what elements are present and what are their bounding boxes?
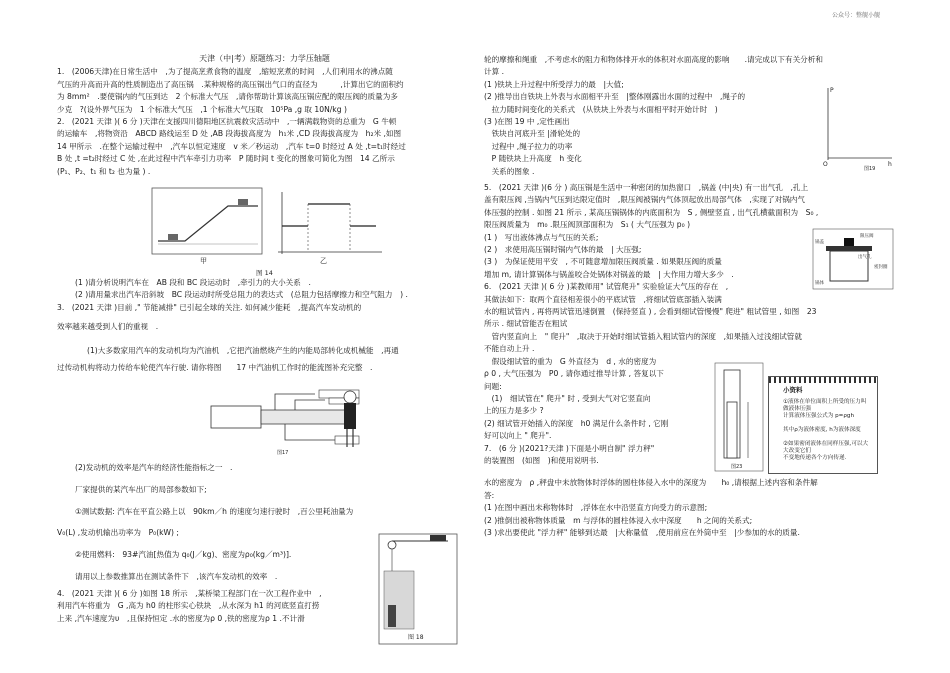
- text-line: 过程中 ,绳子拉力的功率: [484, 141, 573, 151]
- text-line: 其做法如下：取两个直径相差很小的平底试管 ,将细试管底部插入装满: [484, 294, 722, 304]
- text-line: 水的粗试管内 , 再将两试管迅速倒置 (保持竖直 ) , 会看到细试管慢慢" 爬进" 粗试管里 , 如图 23: [484, 307, 817, 317]
- text-line: 体压强的控制 . 如图 21 所示 , 某高压锅锅体的内底面积为 S , 侧壁竖直 , 出气孔横截面积为 S₀ ,: [484, 207, 819, 217]
- text-line: 利用汽车将重为 G ,高为 h0 的柱形实心铁块 ,从水深为 h1 的河底竖直打捞: [57, 601, 320, 611]
- text-line: (2)发动机的效率是汽车的经济性能指标之一 .: [75, 463, 233, 472]
- text-line: 不能自动上升 .: [484, 344, 535, 354]
- left-column-q3: [57, 342, 472, 376]
- note-title: 小资料: [783, 386, 803, 394]
- text-line: 厂家提供的某汽车出厂的局部参数如下;: [75, 484, 207, 494]
- text-line: 2. (2021 天津 )( 6 分 )天津在支援四川德阳地区抗震救灾活动中 ,一辆满载物资的总重为 G 牛顿: [57, 117, 397, 127]
- text-line: 上的压力是多少 ?: [484, 406, 544, 416]
- text-line: (2 )推倒出被称物体质量 m 与浮体的圆柱体浸入水中深度 h 之间的关系式;: [484, 515, 753, 525]
- text-line: 6. (2021 天津 )( 6 分 )某教师用" 试管爬升" 实验验证大气压的存在 ,: [484, 282, 729, 292]
- text-line: V₀(L) ,发动机输出功率为 P₀(kW) ;: [57, 528, 179, 538]
- spiral-binding: [769, 377, 877, 383]
- svg-text:O: O: [823, 161, 828, 168]
- loss-branch-3: [285, 424, 335, 440]
- figure-17-caption: 图17: [277, 450, 289, 456]
- text-line: 少克 ?(设外界气压为 1 个标准大气压 ,1 个标准大气压取 10⁵Pa ,g 取 10N/kg ): [57, 104, 347, 114]
- svg-text:锅盖: 锅盖: [815, 240, 824, 245]
- svg-text:P: P: [830, 87, 834, 94]
- svg-text:密封圈: 密封圈: [874, 265, 888, 270]
- note-line: 不变地传递各个方向传递.: [783, 455, 847, 461]
- text-line: (2 )请用量求出汽车沿斜坡 BC 段运动时所受总阻力的表达式 (总阻力包括摩擦力和空气阻力 ) .: [75, 290, 408, 300]
- note-line: 计算液体压强公式为 p=ρgh: [783, 413, 855, 419]
- text-line: 所示 . 细试管能否在粗试: [484, 319, 568, 329]
- text-line: B 处 ,t =t₂时经过 C 处 ,在此过程中汽车牵引力功率 P 随时间 t 变化的图象可简化为图 14 乙所示: [57, 154, 395, 164]
- text-line: 关系的图象 .: [484, 166, 535, 176]
- text-line: (3 ) 为保证使用平安 , 不可随意增加限压阀质量 . 如果限压阀的质量: [484, 257, 722, 267]
- text-line: ρ 0 , 大气压强为 P0 , 请你通过推导计算 , 答复以下: [484, 369, 664, 379]
- iron-block: [388, 605, 396, 627]
- text-line: 限压阀质量为 m₀ .限压阀顶部面积为 S₁ ( 大气压强为 p₀ ): [484, 220, 691, 230]
- figure-18-caption: 图 18: [408, 634, 424, 641]
- text-line: 拉力随时间变化的关系式 (从铁块上外表与水面相平时开始计时 ): [484, 104, 718, 114]
- svg-text:限压阀: 限压阀: [860, 234, 874, 239]
- figure-21: [812, 228, 894, 290]
- figure-14-caption: 图 14: [256, 269, 273, 277]
- text-line: (2) 细试管开始插入的深度 h0 满足什么条件时 , 它刚: [484, 418, 669, 428]
- text-line: 14 甲所示 .在整个运输过程中 ,汽车以恒定速度 v 米／秒运动 ,汽车 t=0 时经过 A 处 ,t=t₁时经过: [57, 141, 406, 151]
- text-line: 轮的摩擦和绳重 ,不考虑水的阻力和物体排开水的体积对水面高度的影响 .请完成以下有关分析和: [484, 55, 823, 64]
- figure-14: [150, 186, 390, 266]
- figure-19-caption: 图19: [864, 166, 876, 172]
- left-column-q4: [57, 588, 377, 625]
- text-line: (3 )在图 19 中 ,定性画出: [484, 117, 570, 127]
- text-line: 假设细试管的重为 G 外直径为 d , 水的密度为: [484, 356, 657, 366]
- text-line: (2 )推导出自铁块上外表与水面相平升至 |整体刚露出水面的过程中 ,绳子的: [484, 92, 746, 102]
- text-line: (1) 细试管在" 爬升" 时 , 受到大气对它竖直向: [484, 393, 651, 403]
- text-line: (1 ) 写出液体沸点与气压的关系;: [484, 232, 599, 242]
- text-line: 铁块自河底升至 |滑轮处的: [484, 129, 581, 139]
- figure-14-sub-a: 甲: [200, 257, 207, 265]
- text-line: 效率越来越受到人们的重视 .: [57, 322, 159, 332]
- note-line: 其中ρ为液体密度, h为液体深度: [783, 427, 861, 433]
- inner-tube: [727, 402, 737, 458]
- text-line: 7. (6 分 )(2021?天津 )下面是小明自制" 浮力秤": [484, 443, 655, 453]
- text-line: 的装置图 (如图 )和使用说明书.: [484, 455, 599, 465]
- text-line: 盖有限压阀 ,当锅内气压到达限定值时 ,限压阀被锅内气体顶起放出局部气体 ,实现了对锅内气: [484, 195, 805, 205]
- page-title: 天津（中|考）原题练习：力学压轴题: [199, 54, 330, 63]
- text-line: (2 ) 求使用高压锅时锅内气体的最 | 大压强;: [484, 245, 642, 255]
- text-line: 1. (2006天津)在日常生活中 ,为了提高烹煮食物的温度 ,缩短烹煮的时间 ,人们利用水的沸点随: [57, 67, 393, 77]
- note-card: [768, 376, 878, 474]
- figure-23: [714, 362, 764, 472]
- text-line: ①测试数据: 汽车在平直公路上以 90km／h 的速度匀速行驶时 ,百公里耗油量为: [75, 506, 354, 516]
- person-illustration: [330, 385, 370, 455]
- text-line: 问题:: [484, 381, 502, 391]
- figure-18: [378, 533, 458, 645]
- text-line: (P₁、P₂、t₁ 和 t₂ 也为量 ) .: [57, 166, 151, 176]
- text-line: P 随铁块上升高度 h 变化: [484, 154, 582, 164]
- text-line: 3. (2021 天津 )目前 ," 节能减排" 已引起全球的关注. 如何减少能耗 ,提高汽车发动机的: [57, 302, 362, 312]
- pulley: [388, 541, 396, 549]
- note-line: ②如果密闭液体在同样压强,可以大大改变它们: [783, 441, 869, 454]
- text-line: (1 )在图中画出未称物体时 ,浮体在水中沿竖直方向受力的示意图;: [484, 503, 708, 513]
- svg-text:h: h: [888, 161, 892, 168]
- lid: [826, 246, 872, 251]
- watermark: 公众号：整舰小舰: [832, 12, 881, 19]
- pressure-valve: [844, 238, 854, 246]
- text-line: 增加 m, 请计算锅体与锅盖咬合处锅体对锅盖的最 | 大作用力增大多少 .: [484, 269, 734, 279]
- text-line: 过传动机构将动力传给车轮使汽车行驶. 请你将图 17 中汽油机工作时的能流图补充完整 .: [57, 363, 373, 372]
- svg-text:锅体: 锅体: [815, 281, 824, 286]
- text-line: 气压的升高而升高的性质制造出了高压锅 .某种规格的高压锅出气口的直径为 ,计算出它的面积约: [57, 79, 404, 89]
- figure-14-sub-b: 乙: [320, 257, 327, 265]
- text-line: 计算 .: [484, 67, 505, 77]
- text-line: (1)大多数家用汽车的发动机均为汽油机 ,它把汽油燃烧产生的内能局部转化成机械能 ,再通: [87, 346, 399, 355]
- left-column: [57, 53, 472, 178]
- loss-branch-2: [295, 400, 325, 410]
- text-line: 管内竖直向上 " 爬升" ,取决于开始时细试管插入粗试管内的深度 ,如果插入过浅细试管就: [484, 331, 802, 341]
- text-line: 答:: [484, 490, 495, 500]
- text-line: 上来 ,汽车速度为υ ,且保持恒定 .水的密度为ρ 0 ,铁的密度为ρ 1 .不计滑: [57, 613, 305, 623]
- text-line: 水的密度为 ρ ,秤盘中未放物体时浮体的圆柱体侵入水中的深度为 h₀ ,请根据上述内容和条件解: [484, 478, 818, 488]
- text-line: ②使用燃料: 93#汽油[热值为 q₀(J／kg)、密度为ρ₀(kg／m³)].: [75, 550, 292, 560]
- fuel-energy-box: [211, 406, 261, 428]
- truck-a: [168, 234, 178, 240]
- figure-19: [818, 82, 898, 172]
- truck: [430, 535, 446, 541]
- truck-d: [238, 199, 248, 205]
- text-line: (1 )铁块上升过程中所受浮力的最 |大值;: [484, 79, 624, 89]
- text-line: (3 )求出要使此 "浮力秤" 能够到达最 |大称量值 ,使用前应在外筒中至 |少参加的水的质量.: [484, 527, 800, 537]
- note-line: ①液体在单位面积上所受的压力叫做液体压强: [783, 399, 867, 412]
- text-line: (1 )请分析说明汽车在 AB 段和 BC 段运动时 ,牵引力的大小关系 .: [75, 278, 311, 287]
- text-line: 4. (2021 天津 )( 6 分 )如图 18 所示 ,某桥梁工程部门在一次工程作业中 ,: [57, 589, 322, 598]
- text-line: 为 8mm² .要使锅内的气压到达 2 个标准大气压 ,请你帮助计算该高压锅应配的限压阀的质量为多: [57, 92, 398, 102]
- text-line: 请用以上参数推算出在测试条件下 ,该汽车发动机的效率 .: [75, 571, 278, 581]
- text-line: 5. (2021 天津 )(6 分 ) 高压锅是生活中一种密闭的加热窗口 ,锅盖 (中|央) 有一出气孔 ,孔上: [484, 183, 809, 192]
- text-line: 的运输车 ,将物资沿 ABCD 路线运至 D 处 ,AB 段海拔高度为 h₁米 ,CD 段海拔高度为 h₂米 ,如图: [57, 129, 402, 139]
- left-column-q2: [57, 277, 472, 334]
- svg-text:出气孔: 出气孔: [858, 255, 872, 260]
- text-line: 好可以向上 " 爬升".: [484, 431, 552, 441]
- figure-23-caption: 图23: [731, 464, 743, 470]
